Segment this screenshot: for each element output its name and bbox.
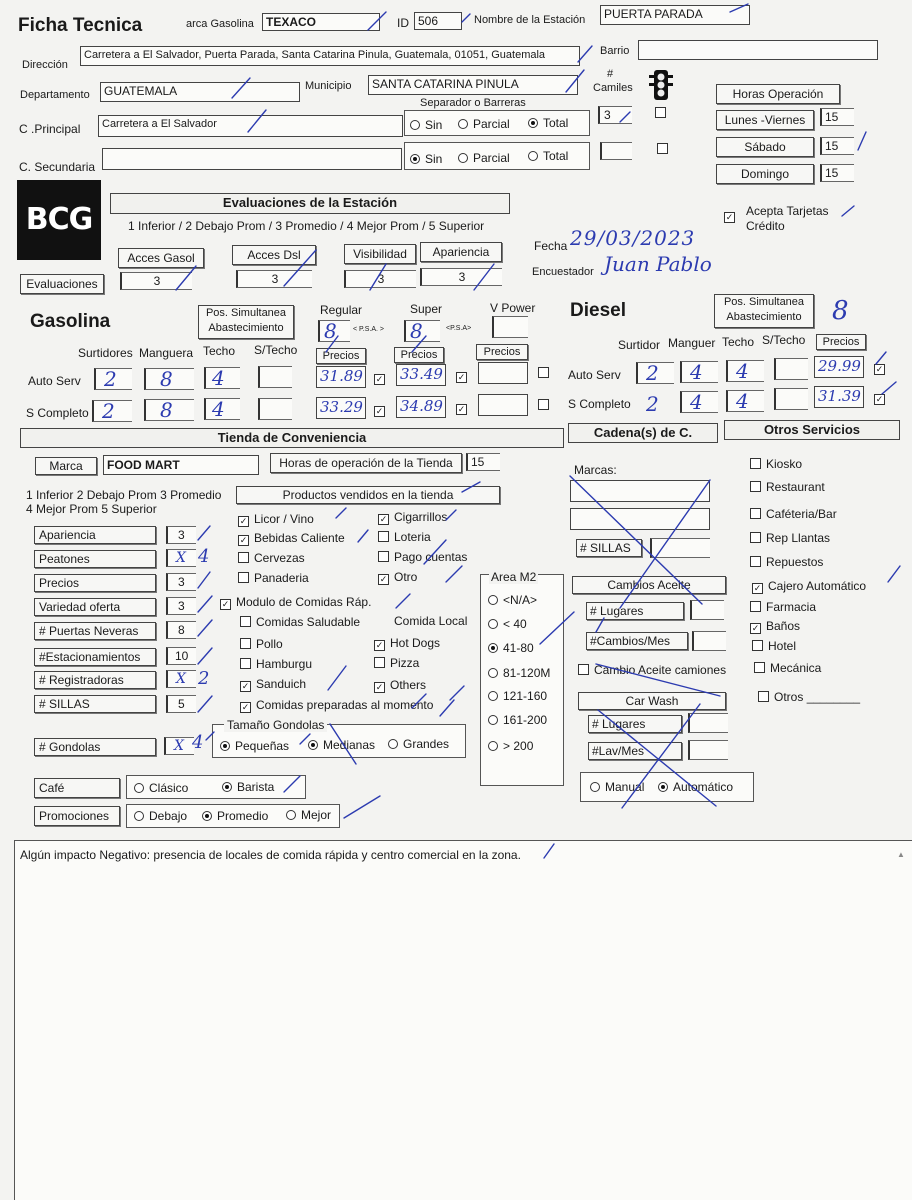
- metric-registradoras-field[interactable]: X: [166, 670, 196, 688]
- dsl-completo-techo[interactable]: 4: [726, 390, 764, 412]
- cambio-camiones[interactable]: Cambio Aceite camiones: [578, 663, 726, 677]
- otros-farmacia-checkbox[interactable]: [750, 601, 761, 612]
- dsl-col-manguer: Manguer: [668, 336, 716, 350]
- tarjetas-label: Acepta Tarjetas Crédito: [746, 204, 829, 233]
- camiles-label: Camiles: [593, 82, 633, 94]
- food-others[interactable]: ✓ Others: [375, 678, 427, 692]
- separador-title: Separador o Barreras: [420, 97, 526, 109]
- cambios-lugares-field[interactable]: [690, 600, 724, 620]
- gas-completo-precio-vpower[interactable]: [478, 394, 528, 416]
- metric-precios-label: Precios: [34, 574, 156, 592]
- fecha-label: Fecha: [534, 239, 568, 253]
- food-sanduich-checkbox[interactable]: ✓: [241, 681, 250, 691]
- cambios-lugares-label: # Lugares: [586, 602, 684, 620]
- gas-completo-vpower-check[interactable]: [538, 399, 549, 410]
- gas-auto-precio-vpower[interactable]: [478, 362, 528, 384]
- horas-lv-label: Lunes -Viernes: [716, 110, 814, 130]
- gas-col-stecho: S/Techo: [254, 343, 298, 357]
- area-121-160-radio[interactable]: [488, 691, 498, 701]
- c-secundaria-field[interactable]: [102, 148, 402, 170]
- cambios-aceite-title: Cambios Aceite: [572, 576, 726, 594]
- horas-sabado-label: Sábado: [716, 137, 814, 157]
- otros-hotel-checkbox[interactable]: [752, 640, 763, 651]
- vpower-psa-field[interactable]: [492, 316, 528, 338]
- apariencia-field[interactable]: 3: [420, 268, 502, 286]
- carwash-lavmes-field[interactable]: [688, 740, 728, 760]
- sep1-total-radio[interactable]: [528, 118, 538, 128]
- metric-estacionamientos-field[interactable]: 10: [166, 647, 196, 665]
- id-label: ID: [397, 16, 409, 30]
- prod-panaderia[interactable]: Panaderia: [238, 571, 309, 585]
- otros-banos-checkbox[interactable]: ✓: [751, 623, 760, 633]
- cambios-mes-field[interactable]: [692, 631, 726, 651]
- sep1-sin-radio[interactable]: [410, 120, 420, 130]
- acces-dsl-field[interactable]: 3: [236, 270, 312, 288]
- encuestador-label: Encuestador: [532, 266, 594, 278]
- promo-mejor-radio[interactable]: [286, 810, 296, 820]
- gas-completo-stecho[interactable]: [258, 398, 292, 420]
- metric-peatones-field[interactable]: X: [166, 549, 196, 567]
- gas-auto-regular-check[interactable]: ✓: [375, 374, 384, 384]
- tienda-marca-field[interactable]: FOOD MART: [103, 455, 259, 475]
- comidas-preparadas-checkbox[interactable]: ✓: [241, 702, 250, 712]
- departamento-field[interactable]: GUATEMALA: [100, 82, 300, 102]
- diesel-pos-value[interactable]: 8: [832, 296, 849, 326]
- promo-promedio-radio[interactable]: [202, 811, 212, 821]
- gas-col-surtidores: Surtidores: [78, 346, 133, 360]
- otros-banos-label: Baños: [766, 619, 801, 633]
- sep2-total-radio[interactable]: [528, 151, 538, 161]
- fecha-value[interactable]: 29/03/2023: [570, 226, 696, 250]
- prod-licor-checkbox[interactable]: ✓: [239, 516, 248, 526]
- metric-neveras-label: # Puertas Neveras: [34, 622, 156, 640]
- otros-cajero-checkbox[interactable]: ✓: [753, 583, 762, 593]
- tienda-scale-1: 1 Inferior 2 Debajo Prom 3 Promedio: [26, 488, 222, 502]
- municipio-field[interactable]: SANTA CATARINA PINULA: [368, 75, 578, 95]
- gas-completo-precio-regular[interactable]: 33.29: [316, 397, 366, 419]
- productos-title: Productos vendidos en la tienda: [236, 486, 500, 504]
- otros-restaurant-label: Restaurant: [766, 480, 825, 494]
- metric-gondolas-hw: 4: [192, 732, 204, 753]
- otros-kiosko-checkbox[interactable]: [750, 458, 761, 469]
- municipio-label: Municipio: [305, 80, 352, 92]
- carwash-lavmes-label: #Lav/Mes: [588, 742, 682, 760]
- metric-sillas-label: # SILLAS: [34, 695, 156, 713]
- apariencia-label: Apariencia: [420, 242, 502, 262]
- id-field[interactable]: 506: [414, 12, 462, 30]
- otros-cafeteria-label: Caféteria/Bar: [766, 507, 837, 521]
- otros-repuestos-checkbox[interactable]: [750, 556, 761, 567]
- food-others-checkbox[interactable]: ✓: [375, 682, 384, 692]
- prod-bebidas-checkbox[interactable]: ✓: [239, 535, 248, 545]
- promociones-label: Promociones: [34, 806, 120, 826]
- sep2-parcial-radio[interactable]: [458, 153, 468, 163]
- c-principal-label: C .Principal: [19, 122, 81, 136]
- food-sanduich[interactable]: ✓ Sanduich: [241, 677, 307, 691]
- dsl-completo-surtidor[interactable]: 2: [646, 392, 659, 416]
- barrio-field[interactable]: [638, 40, 878, 60]
- camiles-field-2[interactable]: [600, 142, 632, 160]
- comidas-saludable-checkbox[interactable]: [240, 616, 251, 627]
- prod-loteria-checkbox[interactable]: [378, 531, 389, 542]
- evaluaciones-title: Evaluaciones de la Estación: [110, 193, 510, 214]
- acces-gasol-field[interactable]: 3: [120, 272, 192, 290]
- food-pizza[interactable]: Pizza: [374, 656, 419, 670]
- sep2-sin-radio[interactable]: [410, 154, 420, 164]
- carwash-title: Car Wash: [578, 692, 726, 710]
- metric-gondolas-field[interactable]: X: [164, 737, 194, 755]
- barrio-label: Barrio: [600, 45, 630, 57]
- tarjetas-checkbox[interactable]: ✓: [725, 212, 734, 222]
- traffic-light-icon: [647, 68, 675, 102]
- tienda-title: Tienda de Conveniencia: [20, 428, 564, 448]
- direccion-label: Dirección: [22, 59, 68, 71]
- prod-cigarrillos[interactable]: ✓ Cigarrillos: [379, 510, 448, 524]
- cadena-marcas-label: Marcas:: [574, 463, 617, 477]
- notes-area[interactable]: [14, 840, 912, 1200]
- gondolas-pequenas-radio[interactable]: [220, 741, 230, 751]
- dsl-row-completo-label: S Completo: [568, 397, 631, 411]
- visibilidad-field[interactable]: 3: [344, 270, 416, 288]
- food-hamburgu[interactable]: Hamburgu: [240, 657, 312, 671]
- comida-local-label: Comida Local: [394, 614, 468, 628]
- metric-peatones-hw: 4: [198, 546, 210, 567]
- tienda-horas-label: Horas de operación de la Tienda: [270, 453, 462, 473]
- cadena-marcas-field-1[interactable]: [570, 480, 710, 502]
- horas-domingo-label: Domingo: [716, 164, 814, 184]
- otros-title: Otros Servicios: [724, 420, 900, 440]
- dsl-col-stecho: S/Techo: [762, 333, 806, 347]
- marca-label: arca Gasolina: [186, 18, 254, 30]
- dsl-auto-manguer[interactable]: 4: [680, 361, 718, 383]
- otros-farmacia-label: Farmacia: [766, 600, 817, 614]
- dsl-completo-check[interactable]: ✓: [875, 394, 884, 404]
- prod-panaderia-checkbox[interactable]: [238, 572, 249, 583]
- gas-completo-super-check[interactable]: ✓: [457, 404, 466, 414]
- tienda-scale-2: 4 Mejor Prom 5 Superior: [26, 502, 157, 516]
- otros-llantas-label: Rep Llantas: [766, 531, 831, 545]
- camiles-check-1[interactable]: [655, 107, 666, 118]
- food-hotdogs[interactable]: ✓ Hot Dogs: [375, 636, 441, 650]
- dsl-auto-surtidor[interactable]: 2: [636, 362, 674, 384]
- scroll-up-icon[interactable]: ▲: [897, 850, 905, 859]
- prod-cervezas[interactable]: Cervezas: [238, 551, 305, 565]
- prod-otro-checkbox[interactable]: ✓: [379, 574, 388, 584]
- gasolina-title: Gasolina: [30, 311, 111, 332]
- otros-llantas-checkbox[interactable]: [750, 532, 761, 543]
- horas-lv-field[interactable]: 15: [820, 108, 854, 126]
- metric-registradoras-label: # Registradoras: [34, 671, 156, 689]
- gas-auto-surtidores[interactable]: 2: [94, 368, 132, 390]
- carwash-automatico-radio[interactable]: [658, 782, 668, 792]
- metric-estacionamientos-label: #Estacionamientos: [34, 648, 156, 666]
- camiles-hash: #: [607, 68, 614, 80]
- gas-auto-stecho[interactable]: [258, 366, 292, 388]
- gondolas-title: Tamaño Gondolas: [224, 718, 327, 732]
- cafe-barista-radio[interactable]: [222, 782, 232, 792]
- otros-otros-label: Otros: [774, 690, 804, 704]
- tienda-horas-field[interactable]: 15: [466, 453, 500, 471]
- gondolas-grandes-radio[interactable]: [388, 739, 398, 749]
- diesel-title: Diesel: [570, 300, 626, 321]
- dsl-auto-precio[interactable]: 29.99: [814, 356, 864, 378]
- horas-domingo-field[interactable]: 15: [820, 164, 854, 182]
- area-title: Area M2: [491, 570, 537, 584]
- gas-completo-regular-check[interactable]: ✓: [375, 406, 384, 416]
- otros-cajero-label: Cajero Automático: [768, 579, 867, 593]
- super-psa-field[interactable]: 8: [404, 320, 440, 342]
- metric-apariencia-label: Apariencia: [34, 526, 156, 544]
- otros-kiosko-label: Kiosko: [766, 457, 803, 471]
- super-label: Super: [410, 302, 443, 316]
- metric-sillas-field[interactable]: 5: [166, 695, 196, 713]
- psa-label-1: < P.S.A. >: [353, 326, 385, 333]
- sep1-parcial-radio[interactable]: [458, 119, 468, 129]
- dsl-col-techo: Techo: [722, 335, 755, 349]
- gasolina-pos-label: Pos. Simultanea Abastecimiento: [198, 305, 294, 339]
- carwash-lugares-field[interactable]: [688, 713, 728, 733]
- camiles-check-2[interactable]: [657, 143, 668, 154]
- cadena-marcas-field-2[interactable]: [570, 508, 710, 530]
- carwash-lugares-label: # Lugares: [588, 715, 682, 733]
- metric-neveras-field[interactable]: 8: [166, 621, 196, 639]
- metric-peatones-label: Peatones: [34, 550, 156, 568]
- dsl-row-auto-label: Auto Serv: [568, 368, 621, 382]
- gas-auto-super-check[interactable]: ✓: [457, 372, 466, 382]
- otros-otros-line: ________: [806, 690, 861, 704]
- gas-auto-techo[interactable]: 4: [204, 367, 240, 389]
- prod-loteria[interactable]: Loteria: [378, 530, 431, 544]
- gas-completo-precio-super[interactable]: 34.89: [396, 396, 446, 418]
- food-hamburgu-checkbox[interactable]: [240, 658, 251, 669]
- gondolas-medianas-radio[interactable]: [308, 740, 318, 750]
- regular-label: Regular: [320, 303, 363, 317]
- dsl-col-surtidor: Surtidor: [618, 338, 661, 352]
- otros-restaurant-checkbox[interactable]: [750, 481, 761, 492]
- gas-col-manguera: Manguera: [139, 346, 194, 360]
- gas-precios-regular-label: Precios: [316, 348, 366, 364]
- direccion-field[interactable]: Carretera a El Salvador, Puerta Parada, Santa Catarina Pinula, Guatemala, 01051, Guatemala: [80, 46, 580, 66]
- otros-hotel-label: Hotel: [768, 639, 797, 653]
- area-41-80-radio[interactable]: [488, 643, 498, 653]
- c-principal-field[interactable]: Carretera a El Salvador: [98, 115, 403, 137]
- area-na-radio[interactable]: [488, 595, 498, 605]
- departamento-label: Departamento: [20, 89, 90, 101]
- metric-gondolas-label: # Gondolas: [34, 738, 156, 756]
- evaluaciones-label: Evaluaciones: [20, 274, 104, 294]
- dsl-auto-check[interactable]: ✓: [875, 364, 884, 374]
- cafe-label: Café: [34, 778, 120, 798]
- cafe-clasico-radio[interactable]: [134, 783, 144, 793]
- acces-dsl-label: Acces Dsl: [232, 245, 316, 265]
- gas-auto-vpower-check[interactable]: [538, 367, 549, 378]
- dsl-col-precios: Precios: [816, 334, 866, 350]
- otros-mecanica-checkbox[interactable]: [754, 662, 765, 673]
- dsl-auto-techo[interactable]: 4: [726, 360, 764, 382]
- metric-registradoras-hw: 2: [198, 668, 210, 689]
- gas-auto-manguera[interactable]: 8: [144, 368, 194, 390]
- gas-precios-vpower-label: Precios: [476, 344, 528, 360]
- dsl-completo-manguer[interactable]: 4: [680, 391, 718, 413]
- comidas-preparadas[interactable]: ✓ Comidas preparadas al momento: [241, 698, 434, 712]
- regular-psa-field[interactable]: 8: [318, 320, 350, 342]
- psa-label-2: <P.S.A>: [446, 325, 472, 332]
- metric-variedad-field[interactable]: 3: [166, 597, 196, 615]
- encuestador-value[interactable]: Juan Pablo: [604, 252, 712, 276]
- food-hotdogs-checkbox[interactable]: ✓: [375, 640, 384, 650]
- bcg-logo: BCG: [17, 180, 101, 260]
- comidas-saludable[interactable]: Comidas Saludable: [240, 615, 360, 629]
- metric-variedad-label: Variedad oferta: [34, 598, 156, 616]
- camiles-field-1[interactable]: 3: [598, 106, 632, 124]
- area-81-120-radio[interactable]: [488, 668, 498, 678]
- marca-field[interactable]: TEXACO: [262, 13, 380, 31]
- otros-repuestos-label: Repuestos: [766, 555, 824, 569]
- gas-auto-precio-regular[interactable]: 31.89: [316, 366, 366, 388]
- area-lt40-radio[interactable]: [488, 619, 498, 629]
- prod-pago-checkbox[interactable]: [378, 551, 389, 562]
- evaluaciones-scale: 1 Inferior / 2 Debajo Prom / 3 Promedio / 4 Mejor Prom / 5 Superior: [128, 219, 485, 233]
- notes-text: Algún impacto Negativo: presencia de locales de comida rápida y centro comercial en la zona.: [20, 848, 521, 862]
- gas-row-auto-label: Auto Serv: [28, 374, 81, 388]
- promo-debajo-radio[interactable]: [134, 811, 144, 821]
- cambio-camiones-checkbox[interactable]: [578, 664, 589, 675]
- station-field[interactable]: PUERTA PARADA: [600, 5, 750, 25]
- horas-sabado-field[interactable]: 15: [820, 137, 854, 155]
- page-title: Ficha Tecnica: [18, 15, 143, 36]
- cambios-mes-label: #Cambios/Mes: [586, 632, 688, 650]
- horas-title: Horas Operación: [716, 84, 840, 104]
- vpower-label: V Power: [490, 301, 536, 315]
- station-label: Nombre de la Estación: [474, 14, 586, 26]
- cadena-sillas-field[interactable]: [650, 538, 710, 558]
- modulo-comidas-checkbox[interactable]: ✓: [221, 599, 230, 609]
- metric-apariencia-field[interactable]: 3: [166, 526, 196, 544]
- prod-cigarrillos-checkbox[interactable]: ✓: [379, 514, 388, 524]
- cadena-title: Cadena(s) de C.: [568, 423, 718, 443]
- cadena-sillas-label: # SILLAS: [576, 539, 642, 557]
- otros-otros-checkbox[interactable]: [758, 691, 769, 702]
- gas-completo-manguera[interactable]: 8: [144, 399, 194, 421]
- food-pollo[interactable]: Pollo: [240, 637, 283, 651]
- otros-cafeteria-checkbox[interactable]: [750, 508, 761, 519]
- prod-bebidas[interactable]: ✓ Bebidas Caliente: [239, 531, 345, 545]
- food-pollo-checkbox[interactable]: [240, 638, 251, 649]
- gas-precios-super-label: Precios: [394, 347, 444, 363]
- tienda-marca-label: Marca: [35, 457, 97, 475]
- gas-col-techo: Techo: [203, 344, 236, 358]
- prod-licor[interactable]: ✓ Licor / Vino: [239, 512, 314, 526]
- area-161-200-radio[interactable]: [488, 715, 498, 725]
- prod-pago-cuentas[interactable]: Pago cuentas: [378, 550, 467, 564]
- gas-completo-techo[interactable]: 4: [204, 398, 240, 420]
- acces-gasol-label: Acces Gasol: [118, 248, 204, 268]
- c-secundaria-label: C. Secundaria: [19, 160, 96, 174]
- dsl-completo-stecho[interactable]: [774, 388, 808, 410]
- otros-mecanica-label: Mecánica: [770, 661, 822, 675]
- gas-completo-surtidores[interactable]: 2: [92, 400, 132, 422]
- metric-precios-field[interactable]: 3: [166, 573, 196, 591]
- prod-cervezas-checkbox[interactable]: [238, 552, 249, 563]
- dsl-completo-precio[interactable]: 31.39: [814, 386, 864, 408]
- modulo-comidas[interactable]: ✓ Modulo de Comidas Ráp.: [221, 595, 372, 609]
- food-pizza-checkbox[interactable]: [374, 657, 385, 668]
- carwash-manual-radio[interactable]: [590, 782, 600, 792]
- diesel-pos-label: Pos. Simultanea Abastecimiento: [714, 294, 814, 328]
- dsl-auto-stecho[interactable]: [774, 358, 808, 380]
- area-gt200-radio[interactable]: [488, 741, 498, 751]
- gas-row-completo-label: S Completo: [26, 406, 89, 420]
- visibilidad-label: Visibilidad: [344, 244, 416, 264]
- gas-auto-precio-super[interactable]: 33.49: [396, 364, 446, 386]
- prod-otro[interactable]: ✓ Otro: [379, 570, 418, 584]
